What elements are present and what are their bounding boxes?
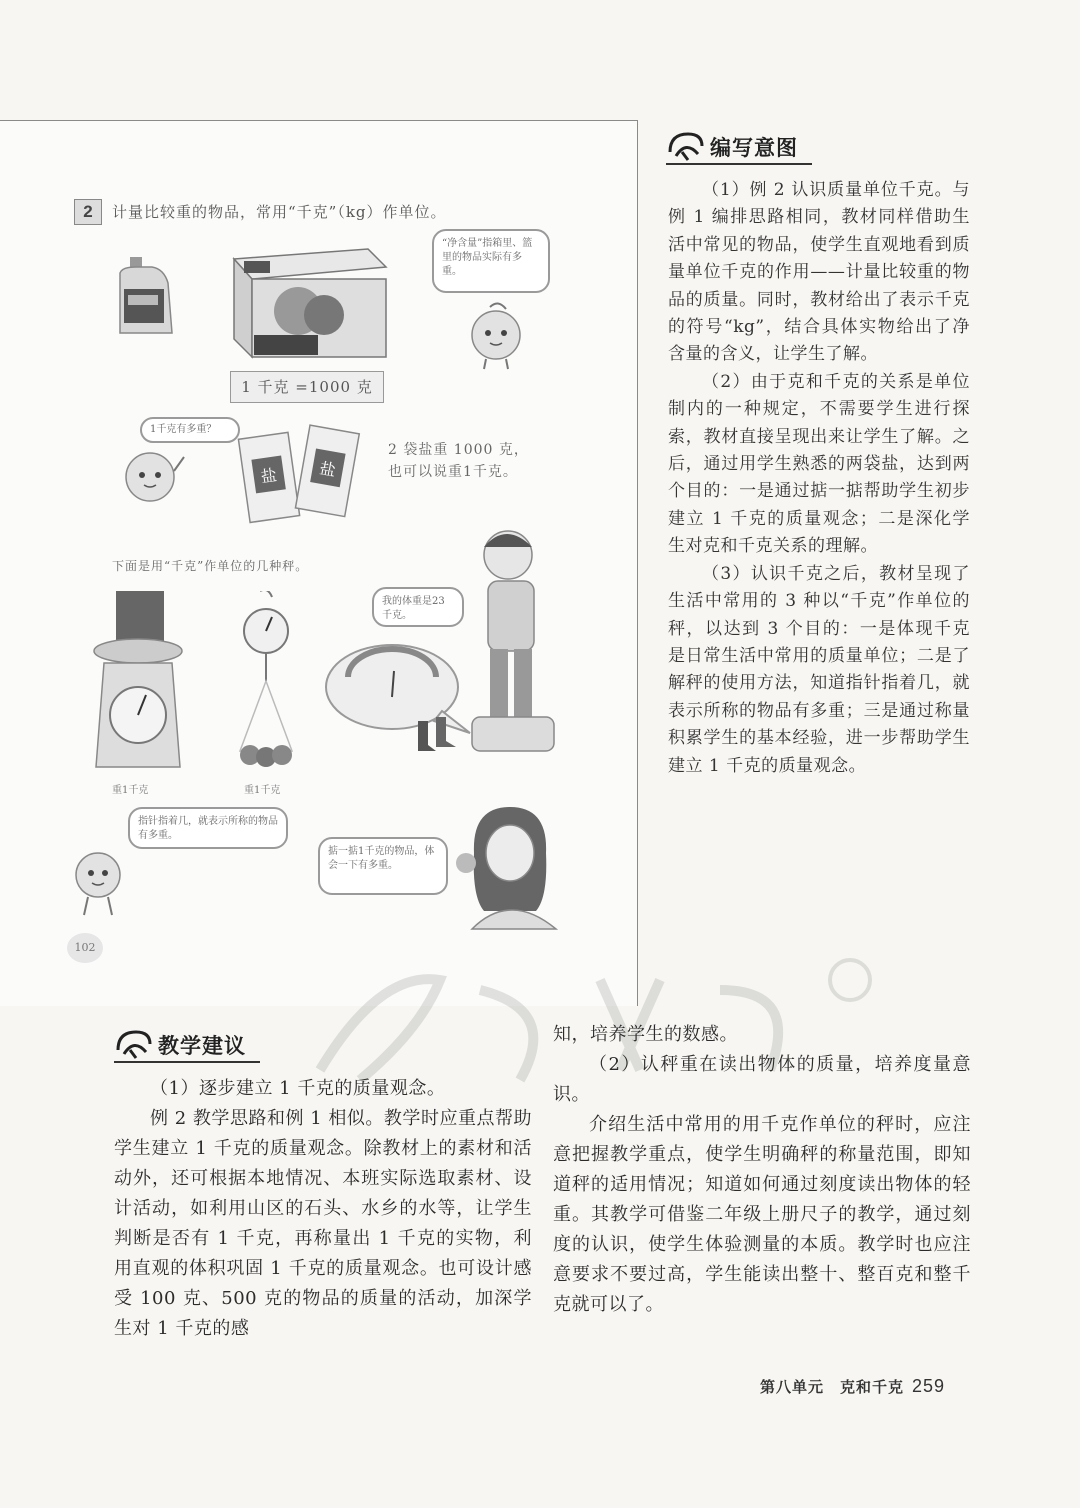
bubble-boy-weight: 我的体重是23千克。: [372, 587, 464, 627]
intent-paragraph: （1）例 2 认识质量单位千克。与例 1 编排思路相同，教材同样借助生活中常见的物品，使学生直观地看到质量单位千克的作用——计量比较重的物品的质量。同时，教材给出了表示千克的符号“kg”，结合具体实物给出了净含量的含义，让学生了解。: [668, 180, 970, 365]
detergent-bottle-illustration: [112, 253, 188, 335]
textbook-page-image: [0, 120, 638, 1006]
salt-text: 2 袋盐重 1000 克， 也可以说重1千克。: [388, 442, 529, 480]
example-intro: 计量比较重的物品，常用“千克”（kg）作单位。: [112, 203, 447, 221]
platform-scale-illustration: [90, 591, 186, 775]
mascot-character: [118, 437, 188, 513]
advice-section-title: 教学建议: [158, 1034, 246, 1058]
divider: [666, 163, 812, 165]
hanging-scale-illustration: [232, 591, 302, 775]
boy-on-scale-illustration: [466, 521, 562, 761]
mascot-character: [462, 299, 532, 371]
svg-text:盐: 盐: [318, 458, 338, 481]
textbook-page-number: 102: [67, 933, 103, 963]
advice-paragraph: （2）认秤重在读出物体的质量，培养度量意识。: [553, 1054, 971, 1105]
shoes-illustration: [414, 711, 458, 755]
bubble-net-content: “净含量”指箱里、篮里的物品实际有多重。: [432, 229, 550, 293]
bubble-pointer: 指针指着几，就表示所称的物品有多重。: [128, 807, 288, 849]
divider: [114, 1061, 260, 1063]
page-footer: [760, 1376, 945, 1397]
caption-scale-2: 重1千克: [244, 785, 281, 796]
scales-intro: 下面是用“千克”作单位的几种秤。: [112, 559, 309, 573]
kg-g-formula: 1 千克 =1000 克: [230, 371, 384, 403]
bubble-girl: 掂一掂1千克的物品，体会一下有多重。: [318, 837, 448, 895]
intent-section-title: 编写意图: [710, 136, 798, 160]
example-number: 2: [74, 199, 102, 225]
advice-paragraph: 介绍生活中常用的用千克作单位的秤时，应注意把握教学重点，使学生明确秤的称量范围，即知道秤的适用情况；知道如何通过刻度读出物体的轻重。其教学可借鉴二年级上册尺子的教学，通过刻度的认识，使学生体验测量的本质。教学时也应注意要求不要过高，学生能读出整十、整百克和整千克就可以了。: [553, 1114, 971, 1315]
intent-section-body: [668, 177, 970, 780]
advice-right-column: [553, 1020, 971, 1320]
intent-paragraph: （3）认识千克之后，教材呈现了生活中常用的 3 种以“千克”作单位的秤，以达到 3 个目的：一是体现千克是日常生活中常用的质量单位；二是了解秤的使用方法，知道指针指着几，就表示所称的物品有多重；三是通过称量积累学生的基本经验，进一步帮助学生建立 1 千克的质量观念。: [668, 563, 970, 776]
bubble-how-heavy: 1千克有多重？: [140, 417, 240, 443]
mascot-character: [66, 835, 132, 919]
fruit-box-illustration: [228, 239, 390, 361]
section-book-icon: [114, 1028, 154, 1062]
page-number: 259: [912, 1376, 946, 1396]
intent-section-header: [666, 126, 798, 164]
advice-paragraph-continuation: 知，培养学生的数感。: [553, 1024, 738, 1045]
advice-paragraph: （1）逐步建立 1 千克的质量观念。: [150, 1078, 446, 1099]
advice-left-column: [114, 1074, 532, 1344]
advice-paragraph: 例 2 教学思路和例 1 相似。教学时应重点帮助学生建立 1 千克的质量观念。除教材上的素材和活动外，还可根据本地情况、本班实际选取素材、设计活动，如利用山区的石头、水乡的水等，让学生判断是否有 1 千克，再称量出 1 千克的实物，利用直观的体积巩固 1 千克的质量观念。也可设计感受 100 克、500 克的物品的质量的活动，加深学生对 1 千克的感: [114, 1108, 532, 1339]
salt-bags-illustration: [232, 417, 366, 525]
section-book-icon: [666, 130, 706, 164]
svg-text:盐: 盐: [259, 465, 279, 487]
caption-scale-1: 重1千克: [112, 785, 149, 796]
girl-illustration: [452, 801, 564, 931]
unit-title: 第八单元 克和千克: [760, 1378, 905, 1396]
intent-paragraph: （2）由于克和千克的关系是单位制内的一种规定，不需要学生进行探索，教材直接呈现出来让学生了解。之后，通过用学生熟悉的两袋盐，达到两个目的：一是通过掂一掂帮助学生初步建立 1 千克的质量观念；二是深化学生对克和千克关系的理解。: [668, 371, 970, 557]
advice-section-header: [114, 1024, 246, 1062]
